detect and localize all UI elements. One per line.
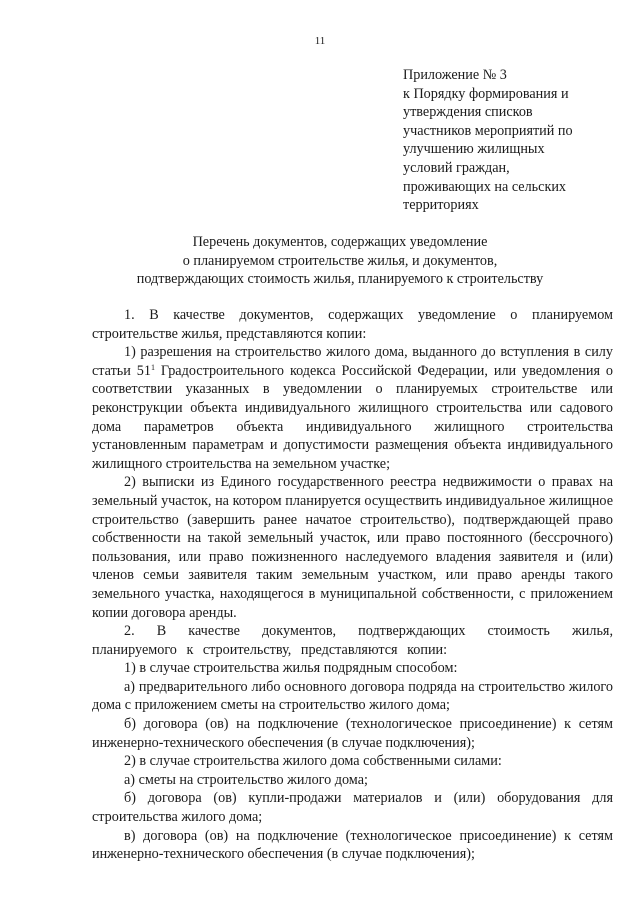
paragraph-2-2: 2) в случае строительства жилого дома собственными силами: [124,753,502,770]
paragraph-1-1-start: 1) разрешения на строительство жилого дома, выданного до вступления в силу статьи 51 [92,344,613,379]
appendix-line: улучшению жилищных [403,141,545,158]
paragraph-2-1-a: а) предварительного либо основного договора подряда на строительство жилого дома с приложением сметы на строительство жилого дома; [92,678,613,714]
page-number: 11 [314,35,326,47]
paragraph-2-2-a: а) сметы на строительство жилого дома; [124,771,368,788]
paragraph-2-1-b: б) договора (ов) на подключение (технологическое присоединение) к сетям инженерно-технического обеспечения (в случае подключения); [92,716,613,751]
appendix-line: участников мероприятий по [403,122,573,139]
paragraph-1: 1. В качестве документов, содержащих уведомление о планируемом строительстве жилья, представляются копии: [92,307,613,342]
paragraph-1-2: 2) выписки из Единого государственного реестра недвижимости о правах на земельный участок, на котором планируется осуществить индивидуальное жилищное строительство (завершить ранее начатое строительство), подтверждающей право собственности на такой земельный участок, или право постоянного (бессрочного) пользования, или право пожизненного наследуемого владения заявителя и (или) членов семьи заявителя таким земельным участком, или право аренды такого земельного участка, находящегося в муниципальной собственности, с приложением копии договора аренды. [92,474,613,621]
appendix-line: к Порядку формирования и [403,85,569,102]
paragraph-1-1-end: Градостроительного кодекса Российской Федерации, или уведомления о соответствии указанных в уведомлении о планируемых строительстве или реконструкции объекта индивидуального жилищного строительства или садового дома параметров объекта индивидуального жилищного строительства установленным параметрам и допустимости размещения объекта индивидуального жилищного строительства на земельном участке; [92,362,613,472]
appendix-line: проживающих на сельских [403,178,567,195]
appendix-line: Приложение № 3 [403,67,507,83]
appendix-line: территориях [403,197,479,214]
paragraph-2-2-b: б) договора (ов) купли-продажи материалов и (или) оборудования для строительства жилого дома; [92,790,613,826]
title-line: Перечень документов, содержащих уведомление [192,234,488,250]
appendix-header [403,66,628,215]
title-line: о планируемом строительстве жилья, и документов, [182,252,498,269]
appendix-line: условий граждан, [403,159,510,176]
document-body [92,306,613,864]
paragraph-1-1 [92,343,613,473]
article-superscript: 1 [150,362,155,372]
document-title [60,233,620,289]
paragraph-2: 2. В качестве документов, подтверждающих стоимость жилья, планируемого к строительству, представляются копии: [92,623,613,658]
paragraph-2-1: 1) в случае строительства жилья подрядным способом: [124,660,458,677]
paragraph-2-2-c: в) договора (ов) на подключение (технологическое присоединение) к сетям инженерно-технического обеспечения (в случае подключения); [92,827,613,863]
title-line: подтверждающих стоимость жилья, планируемого к строительству [136,271,544,288]
appendix-line: утверждения списков [403,104,533,121]
